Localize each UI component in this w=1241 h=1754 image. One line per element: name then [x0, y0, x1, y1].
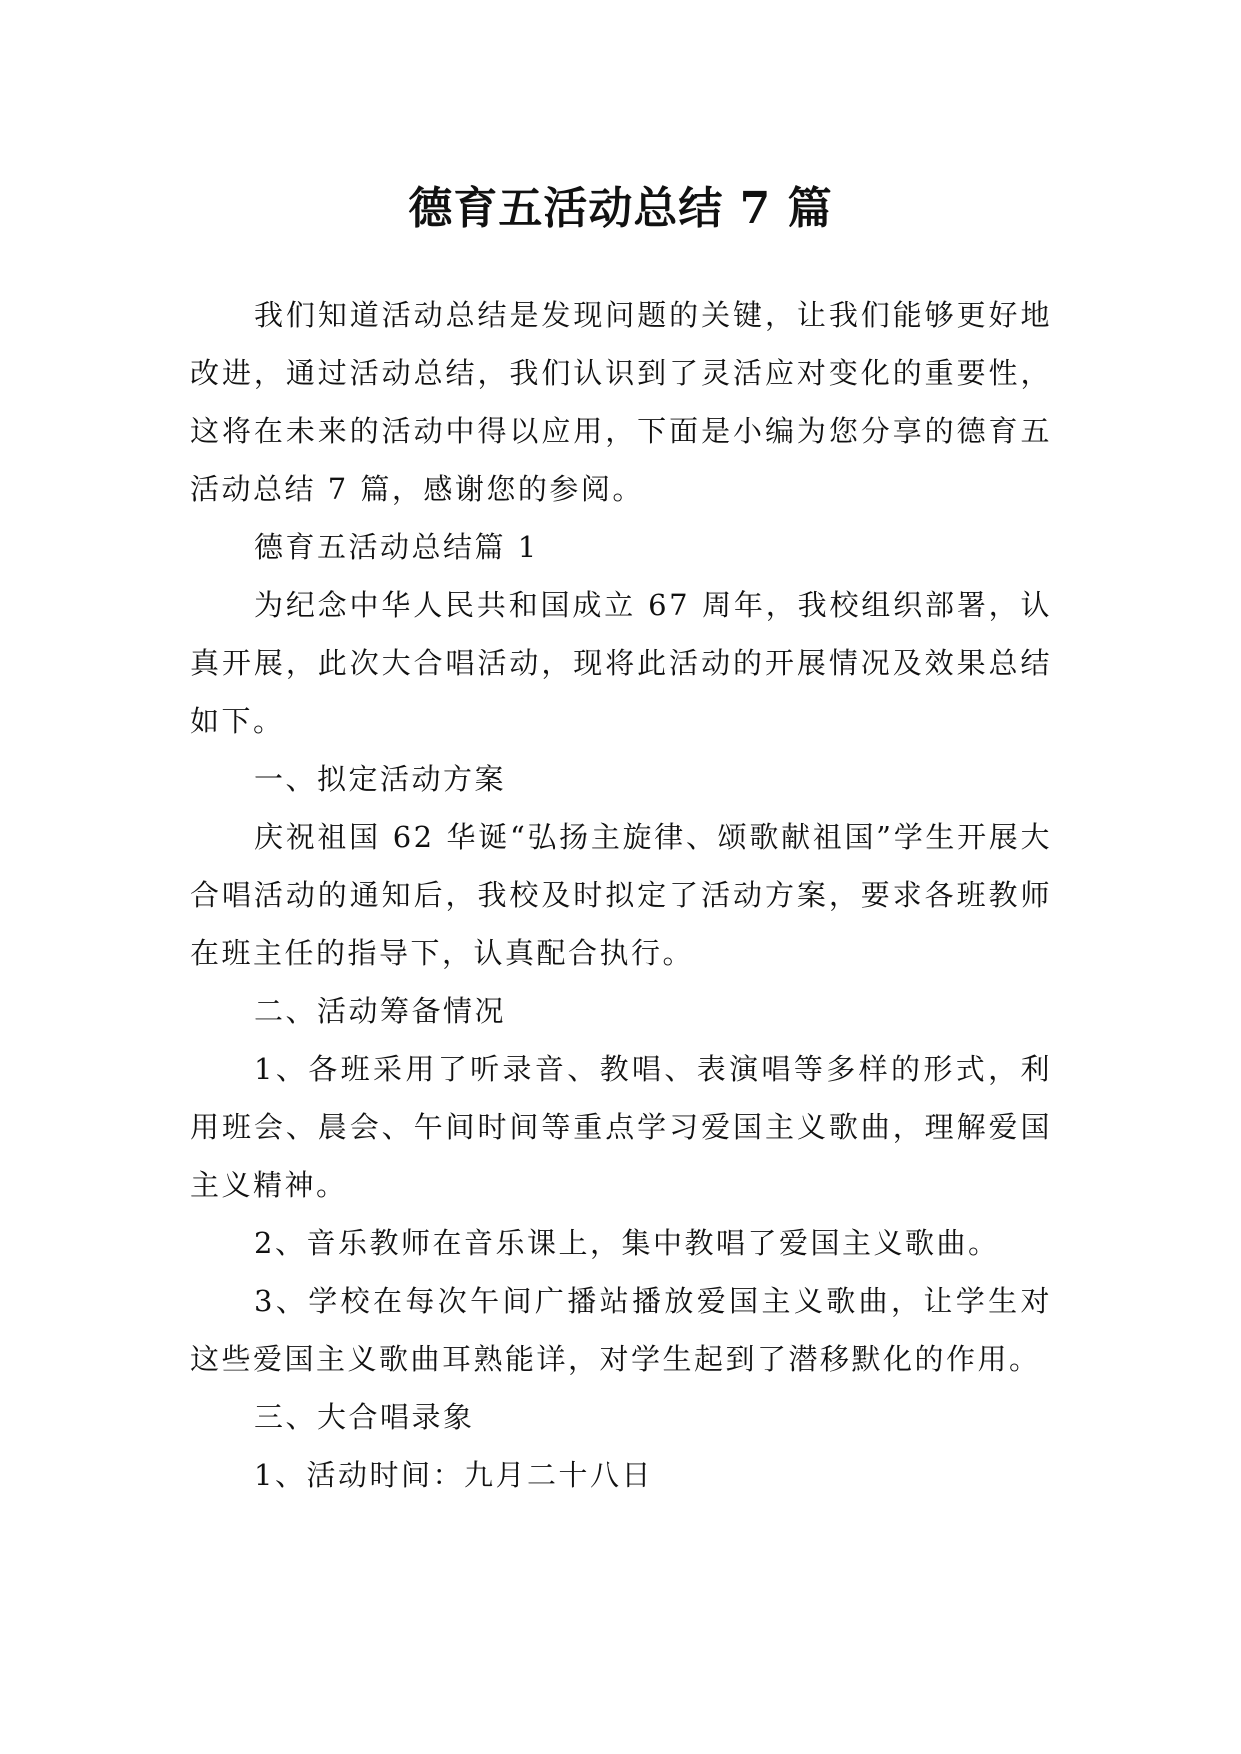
- list-item: 1、活动时间：九月二十八日: [254, 1458, 653, 1492]
- list-item: 2、音乐教师在音乐课上，集中教唱了爱国主义歌曲。: [254, 1226, 1000, 1260]
- body-paragraph: 庆祝祖国 62 华诞“弘扬主旋律、颂歌献祖国”学生开展大合唱活动的通知后，我校及时拟定了活动方案，要求各班教师在班主任的指导下，认真配合执行。: [190, 820, 1052, 970]
- document-body: [190, 286, 1052, 1504]
- body-paragraph: 为纪念中华人民共和国成立 67 周年，我校组织部署，认真开展，此次大合唱活动，现将此活动的开展情况及效果总结如下。: [190, 588, 1052, 738]
- intro-paragraph: 我们知道活动总结是发现问题的关键，让我们能够更好地改进，通过活动总结，我们认识到了灵活应对变化的重要性，这将在未来的活动中得以应用，下面是小编为您分享的德育五活动总结 7 篇，感谢您的参阅。: [190, 298, 1052, 506]
- list-item: 1、各班采用了听录音、教唱、表演唱等多样的形式，利用班会、晨会、午间时间等重点学习爱国主义歌曲，理解爱国主义精神。: [190, 1052, 1052, 1202]
- document-title: 德育五活动总结 7 篇: [408, 183, 833, 235]
- list-item: 3、学校在每次午间广播站播放爱国主义歌曲，让学生对这些爱国主义歌曲耳熟能详，对学生起到了潜移默化的作用。: [190, 1284, 1052, 1376]
- section-heading: 三、大合唱录象: [254, 1400, 475, 1434]
- section-heading: 二、活动筹备情况: [254, 994, 507, 1028]
- section-heading: 一、拟定活动方案: [254, 762, 507, 796]
- section-heading-part-1: 德育五活动总结篇 1: [254, 530, 539, 564]
